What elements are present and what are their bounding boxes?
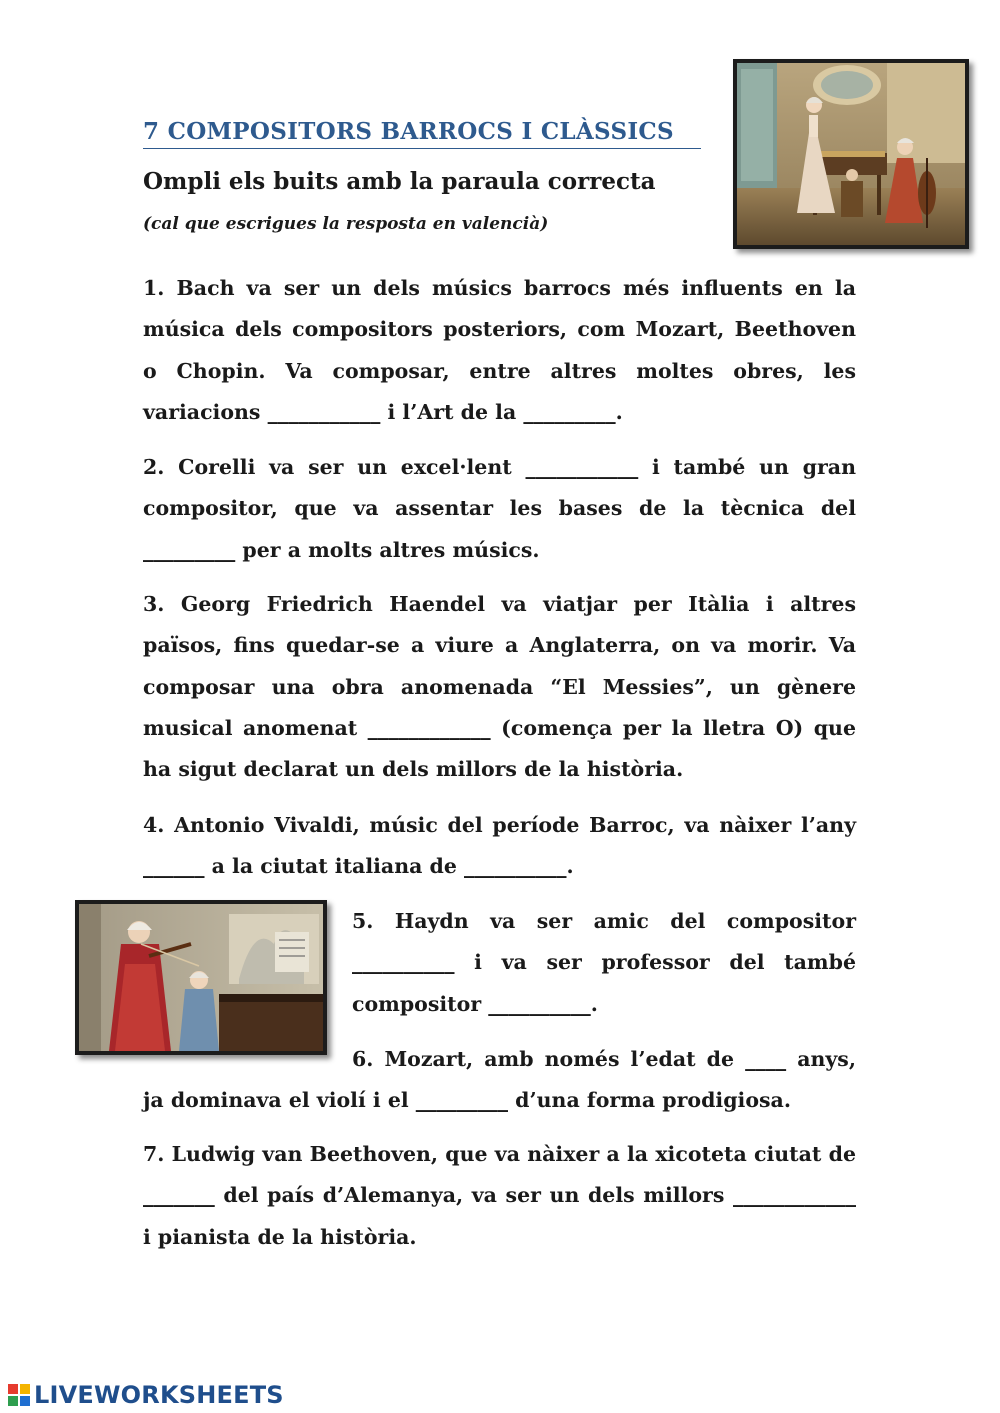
mozart-family-painting (75, 900, 327, 1055)
liveworksheets-logo-icon (8, 1384, 30, 1406)
question-1: 1. Bach va ser un dels músics barrocs més influents en la música dels compositors posteriors, com Mozart, Beethoven o Chopin. Va composar, entre altres moltes obres, les variacions ___________ i l’Art de la _________. (143, 276, 856, 424)
liveworksheets-footer (8, 1380, 284, 1410)
question-2: 2. Corelli va ser un excel·lent ___________ i també un gran compositor, que va assentar les bases de la tècnica del _________ per a molts altres músics. (143, 455, 856, 562)
worksheet-subtitle: Ompli els buits amb la paraula correcta (143, 168, 656, 195)
title-underline (143, 148, 701, 149)
question-4: 4. Antonio Vivaldi, músic del període Barroc, va nàixer l’any ______ a la ciutat italiana de __________. (143, 813, 856, 879)
question-3: 3. Georg Friedrich Haendel va viatjar per Itàlia i altres països, fins quedar-se a viure a Anglaterra, on va morir. Va composar una obra anomenada “El Messies”, un gènere musical anomenat ____________ (comença per la lletra O) que ha sigut declarat un dels millors de la història. (143, 592, 856, 782)
question-7: 7. Ludwig van Beethoven, que va nàixer a la xicoteta ciutat de _______ del país d’Alemanya, va ser un dels millors ____________ i pianista de la història. (143, 1142, 856, 1249)
worksheet-title: 7 COMPOSITORS BARROCS I CLÀSSICS (143, 118, 674, 145)
question-6: 6. Mozart, amb només l’edat de ____ anys, ja dominava el violí i el _________ d’una forma prodigiosa. (143, 1047, 856, 1113)
liveworksheets-brand: LIVEWORKSHEETS (34, 1381, 284, 1409)
question-5: 5. Haydn va ser amic del compositor __________ i va ser professor del també compositor __________. (352, 909, 856, 1016)
baroque-salon-painting (733, 59, 969, 249)
worksheet-instruction-note: (cal que escrigues la resposta en valencià) (143, 214, 549, 234)
